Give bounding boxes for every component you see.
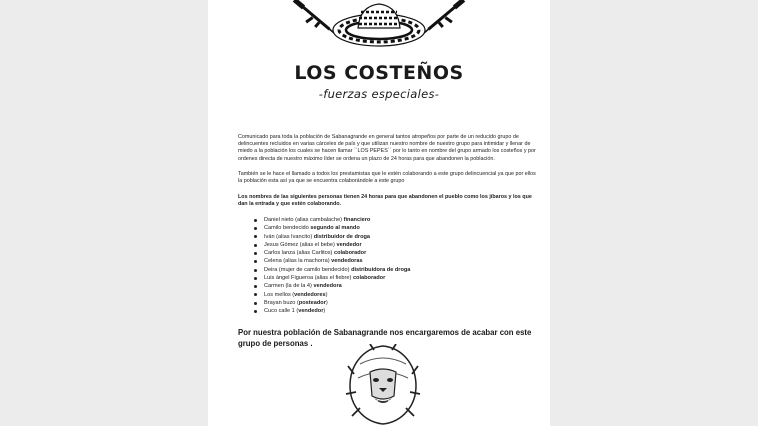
left-background xyxy=(0,0,208,426)
list-item: Los mellos (vendedores) xyxy=(254,291,410,299)
list-item: Luis ángel Figueroa (alias el fiebre) colaborador xyxy=(254,274,410,282)
list-item: Brayan buzo (posteador) xyxy=(254,299,410,307)
document-subtitle: -fuerzas especiales- xyxy=(318,87,440,101)
document-page xyxy=(208,0,550,426)
list-item: Carmen (la de la 4) vendedora xyxy=(254,282,410,290)
sombrero-vueltiao-icon xyxy=(333,4,425,46)
lion-head-icon xyxy=(344,344,422,426)
list-item: Camilo bendecido segundo al mando xyxy=(254,224,410,232)
paragraph-names-intro: Los nombres de las siguientes personas tienen 24 horas para que abandonen el pueblo como los jíbaros y los que dan la entrada y que estén colaborando. xyxy=(238,194,532,208)
paragraph-lenders: También se le hace el llamado a todos los prestamistas que le estén colaborando a este grupo delincuencial ya que por ellos la población esta así ya que se encuentra colaborándole a este grupo xyxy=(238,171,536,185)
list-item: Celena (alias la machorra) vendedoras xyxy=(254,257,410,265)
rifle-icon xyxy=(419,0,470,43)
document-title: LOS COSTEÑOS xyxy=(294,62,464,84)
list-item: Deira (mujer de camilo bendecido) distribuidora de droga xyxy=(254,266,410,274)
closing-statement: Por nuestra población de Sabanagrande nos encargaremos de acabar con este grupo de personas . xyxy=(238,328,532,348)
right-background xyxy=(550,0,758,426)
names-list xyxy=(254,216,410,316)
list-item: Carlos lanza (alias Carlitos) colaborador xyxy=(254,249,410,257)
list-item: Iván (alias Ivancito) distribuidor de droga xyxy=(254,233,410,241)
list-item: Jesus Gómez (alias el bebe) vendedor xyxy=(254,241,410,249)
list-item: Daniel nieto (alias cambalache) financiero xyxy=(254,216,410,224)
list-item: Cuco calle 1 (vendedor) xyxy=(254,307,410,315)
rifle-icon xyxy=(288,0,339,43)
paragraph-intro: Comunicado para toda la población de Sabanagrande en general tantos atropeños por parte de un reducido grupo de delincuentes recluidos en varias cárceles de país y que utilizan nuestro nombre de nuestro grupo para intimidar y llenar de miedo a la población los cuales se hacen llamar ``LOS PEPES´´ por lo tanto en nombre del grupo armado los costeños y por ordenes directa de nuestro máximo líder se ordena un plazo de 24 horas para que abandonen la población. xyxy=(238,134,536,162)
header-emblem xyxy=(208,0,550,60)
